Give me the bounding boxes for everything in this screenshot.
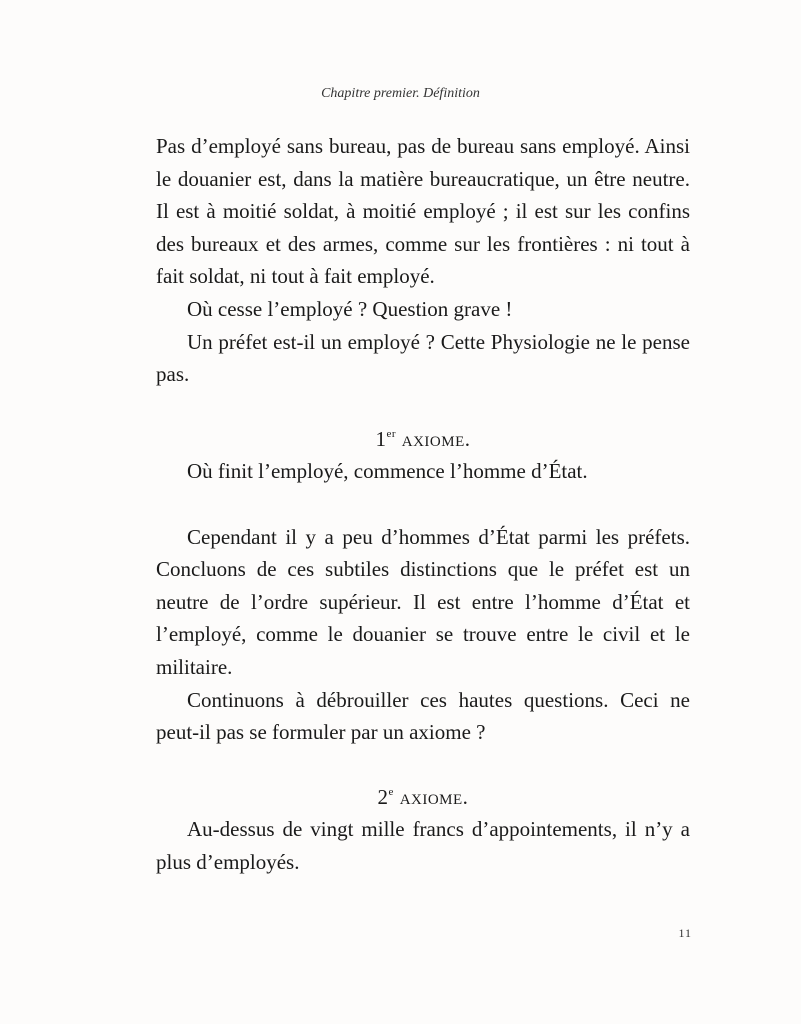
axiom-2-label: axiome. xyxy=(399,784,469,809)
axiom-1-label: axiome. xyxy=(401,426,471,451)
axiom-1-heading xyxy=(156,423,690,456)
axiom-1-text: Où finit l’employé, commence l’homme d’État. xyxy=(187,459,588,484)
blank-line xyxy=(156,488,690,521)
paragraph-5: Cependant il y a peu d’hommes d’État parmi les préfets. Concluons de ces subtiles distinctions que le préfet est un neutre de l’ordre supérieur. Il est entre l’homme d’État et l’employé, comme le douanier se trouve entre le civil et le militaire. xyxy=(156,524,690,679)
axiom-1-ordinal: er xyxy=(386,427,397,440)
paragraph-6: Continuons à débrouiller ces hautes questions. Ceci ne peut-il pas se formuler par un axiome ? xyxy=(156,687,690,745)
axiom-2-text: Au-dessus de vingt mille francs d’appointements, il n’y a plus d’employés. xyxy=(156,817,690,874)
axiom-2-ordinal: e xyxy=(388,785,394,798)
axiom-1-number: 1 xyxy=(375,426,387,451)
paragraph-3: Un préfet est-il un employé ? Cette Physiologie ne le pense pas. xyxy=(156,329,690,387)
body-text xyxy=(156,130,690,878)
axiom-2-heading xyxy=(156,781,690,814)
axiom-2-number: 2 xyxy=(377,784,389,809)
page-number: 11 xyxy=(678,926,692,940)
paragraph-2: Où cesse l’employé ? Question grave ! xyxy=(187,296,513,321)
paragraph-1: Pas d’employé sans bureau, pas de bureau sans employé. Ainsi le douanier est, dans la matière bureaucratique, un être neutre. Il est à moitié soldat, à moitié employé ; il est sur les confins des bureaux et des armes, comme sur les frontières : ni tout à fait soldat, ni tout à fait employé. xyxy=(156,134,690,289)
running-head: Chapitre premier. Définition xyxy=(321,86,480,101)
